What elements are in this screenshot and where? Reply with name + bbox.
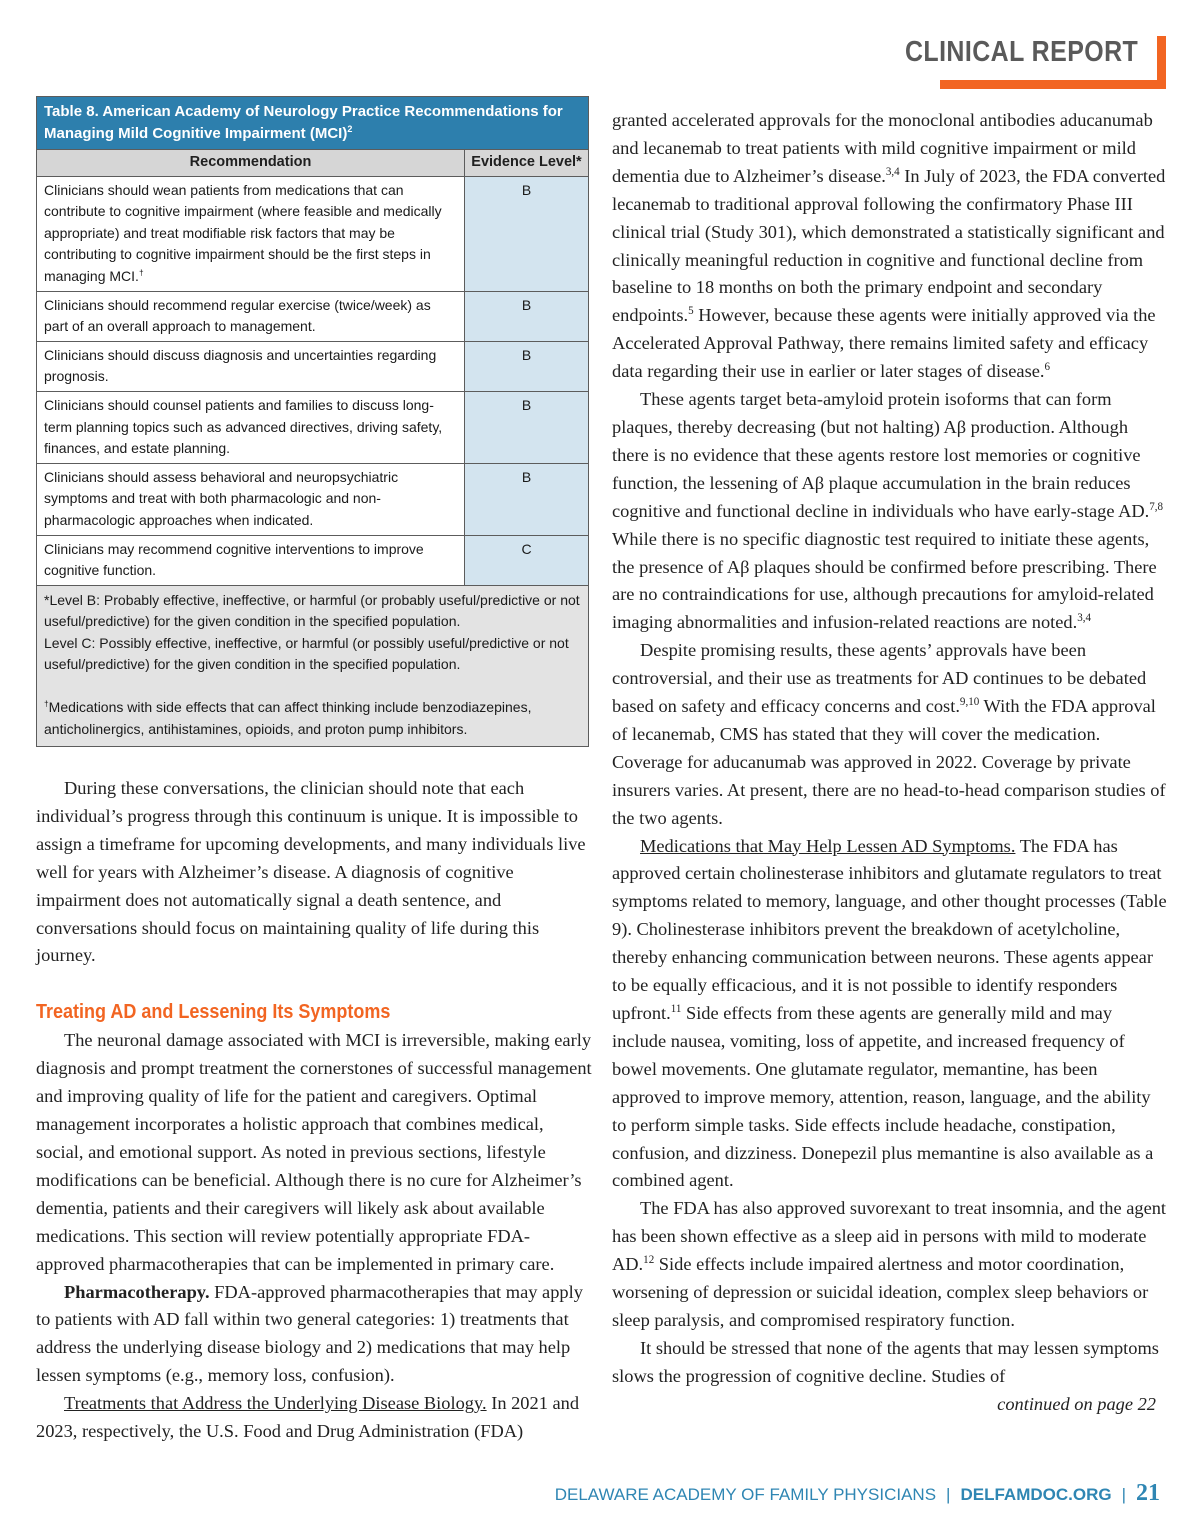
paragraph: During these conversations, the clinician should note that each individual’s progress through this continuum is unique. It is impossible to assign a timeframe for upcoming developments, and many individuals live well for years with Alzheimer’s disease. A diagnosis of cognitive impairment does not automatically signal a death sentence, and conversations should focus on maintaining quality of life during this journey. (36, 778, 586, 966)
column-header-evidence-level: Evidence Level* (465, 150, 589, 177)
table-row (37, 535, 589, 585)
paragraph: It should be stressed that none of the agents that may lessen symptoms slows the progression of cognitive decline. Studies of (612, 1337, 1159, 1386)
footer-site: DELFAMDOC.ORG (960, 1485, 1112, 1504)
right-column (612, 107, 1168, 1419)
paragraph: Pharmacotherapy. FDA-approved pharmacotherapies that may apply to patients with AD fall within two general categories: 1) treatments that address the underlying disease biology and 2) medications that may help lessen symptoms (e.g., memory loss, confusion). (36, 1281, 583, 1386)
footnote-dagger: †Medications with side effects that can affect thinking include benzodiazepines, anticholinergics, antihistamines, opioids, and proton pump inhibitors. (44, 698, 532, 737)
paragraph: These agents target beta-amyloid protein isoforms that can form plaques, thereby decreasing (but not halting) Aβ production. Although there is no evidence that these agents restore lost memories or cognitive function, the lessening of Aβ plaque accumulation in the brain reduces cognitive and functional decline in individuals who have early-stage AD.$^{7,8}$ While there is no specific diagnostic test required to initiate these agents, the presence of Aβ plaques should be confirmed before prescribing. There are no contraindications for use, although precautions for amyloid-related imaging abnormalities and infusion-related reactions are noted.$^{3,4}$ (612, 389, 1164, 633)
recommendation-cell: Clinicians should discuss diagnosis and uncertainties regarding prognosis. (37, 341, 465, 391)
paragraph: Treatments that Address the Underlying Disease Biology. In 2021 and 2023, respectively, the U.S. Food and Drug Administration (FDA) (36, 1393, 580, 1442)
recommendation-cell: Clinicians should recommend regular exercise (twice/week) as part of an overall approach to management. (37, 291, 465, 341)
column-header-recommendation: Recommendation (37, 150, 465, 177)
page-number: 21 (1136, 1480, 1160, 1506)
paragraph: granted accelerated approvals for the monoclonal antibodies aducanumab and lecanemab to treat patients with mild cognitive impairment or mild dementia due to Alzheimer’s disease.$^{3,4}$ In July of 2023, the FDA converted lecanemab to traditional approval following the confirmatory Phase III clinical trial (Study 301), which demonstrated a statistically significant and clinically meaningful reduction in cognitive and functional decline from baseline to 18 months on both the primary endpoint and secondary endpoints.$^5$ However, because these agents were initially approved via the Accelerated Approval Pathway, there remains limited safety and efficacy data regarding their use in earlier or later stages of disease.$^6$ (612, 110, 1166, 382)
footnote-level-b: *Level B: Probably effective, ineffective, or harmful (or probably useful/predictive or not useful/predictive) for the given condition in the specified population. (44, 591, 580, 630)
recommendation-cell: Clinicians should wean patients from medications that can contribute to cognitive impairment (where feasible and medically appropriate) and treat modifiable risk factors that may be contributing to cognitive impairment should be the first steps in managing MCI.† (37, 176, 465, 291)
evidence-level-cell: B (465, 291, 589, 341)
recommendation-cell: Clinicians may recommend cognitive interventions to improve cognitive function. (37, 535, 465, 585)
paragraph: Medications that May Help Lessen AD Symptoms. The FDA has approved certain cholinesterase inhibitors and glutamate regulators to treat symptoms related to memory, language, and other thought processes (Table 9). Cholinesterase inhibitors prevent the breakdown of acetylcholine, thereby enhancing communication between neurons. These agents appear to be equally efficacious, and it is not possible to identify responders upfront.$^{11}$ Side effects from these agents are generally mild and may include nausea, vomiting, loss of appetite, and increased frequency of bowel movements. One glutamate regulator, memantine, has been approved to improve memory, attention, reason, language, and the ability to perform simple tasks. Side effects include headache, constipation, confusion, and dizziness. Donepezil plus memantine is also available as a combined agent. (612, 835, 1167, 1191)
paragraph: Despite promising results, these agents’ approvals have been controversial, and their use as treatments for AD continues to be debated based on safety and efficacy concerns and cost.$^{9,10}$ With the FDA approval of lecanemab, CMS has stated that they will cover the medication. Coverage for aducanumab was approved in 2022. Coverage by private insurers varies. At present, there are no head-to-head comparison studies of the two agents. (612, 640, 1166, 828)
recommendation-cell: Clinicians should assess behavioral and neuropsychiatric symptoms and treat with both pharmacologic and non-pharmacologic approaches when indicated. (37, 463, 465, 535)
table-footnotes (37, 585, 589, 747)
footer-separator: | (1121, 1485, 1126, 1504)
header-accent-bar-horizontal (940, 80, 1166, 89)
paragraph: The neuronal damage associated with MCI is irreversible, making early diagnosis and prompt treatment the cornerstones of successful management and improving quality of life for the patient and caregivers. Optimal management incorporates a holistic approach that combines medical, social, and emotional support. As noted in previous sections, lifestyle modifications can be beneficial. Although there is no cure for Alzheimer’s dementia, patients and their caregivers will likely ask about available medications. This section will review potentially appropriate FDA-approved pharmacotherapies that can be implemented in primary care. (36, 1030, 592, 1274)
table-row (37, 391, 589, 463)
section-title: CLINICAL REPORT (904, 36, 1138, 68)
section-heading: Treating AD and Lessening Its Symptoms (36, 1001, 391, 1024)
recommendation-cell: Clinicians should counsel patients and families to discuss long-term planning topics such as advanced directives, driving safety, finances, and estate planning. (37, 391, 465, 463)
evidence-level-cell: C (465, 535, 589, 585)
continued-note: continued on page 22 (997, 1393, 1156, 1414)
page-footer (555, 1480, 1160, 1507)
footer-separator: | (946, 1485, 951, 1504)
recommendations-table (36, 96, 589, 747)
evidence-level-cell: B (465, 176, 589, 291)
evidence-level-cell: B (465, 391, 589, 463)
paragraph: The FDA has also approved suvorexant to treat insomnia, and the agent has been shown effective as a sleep aid in persons with mild to moderate AD.$^{12}$ Side effects include impaired alertness and motor coordination, worsening of depression or suicidal ideation, complex sleep behaviors or sleep paralysis, and compromised respiratory function. (612, 1198, 1167, 1330)
table-title: Table 8. American Academy of Neurology Practice Recommendations for Managing Mild Cognitive Impairment (MCI)$^2$ (37, 97, 589, 150)
table-row (37, 291, 589, 341)
evidence-level-cell: B (465, 341, 589, 391)
table-row (37, 176, 589, 291)
footer-org: DELAWARE ACADEMY OF FAMILY PHYSICIANS (554, 1485, 937, 1504)
evidence-level-cell: B (465, 463, 589, 535)
table-row (37, 463, 589, 535)
table-row (37, 341, 589, 391)
footnote-level-c: Level C: Possibly effective, ineffective, or harmful (or possibly useful/predictive or not useful/predictive) for the given condition in the specified population. (44, 634, 569, 673)
left-column (36, 775, 592, 1446)
